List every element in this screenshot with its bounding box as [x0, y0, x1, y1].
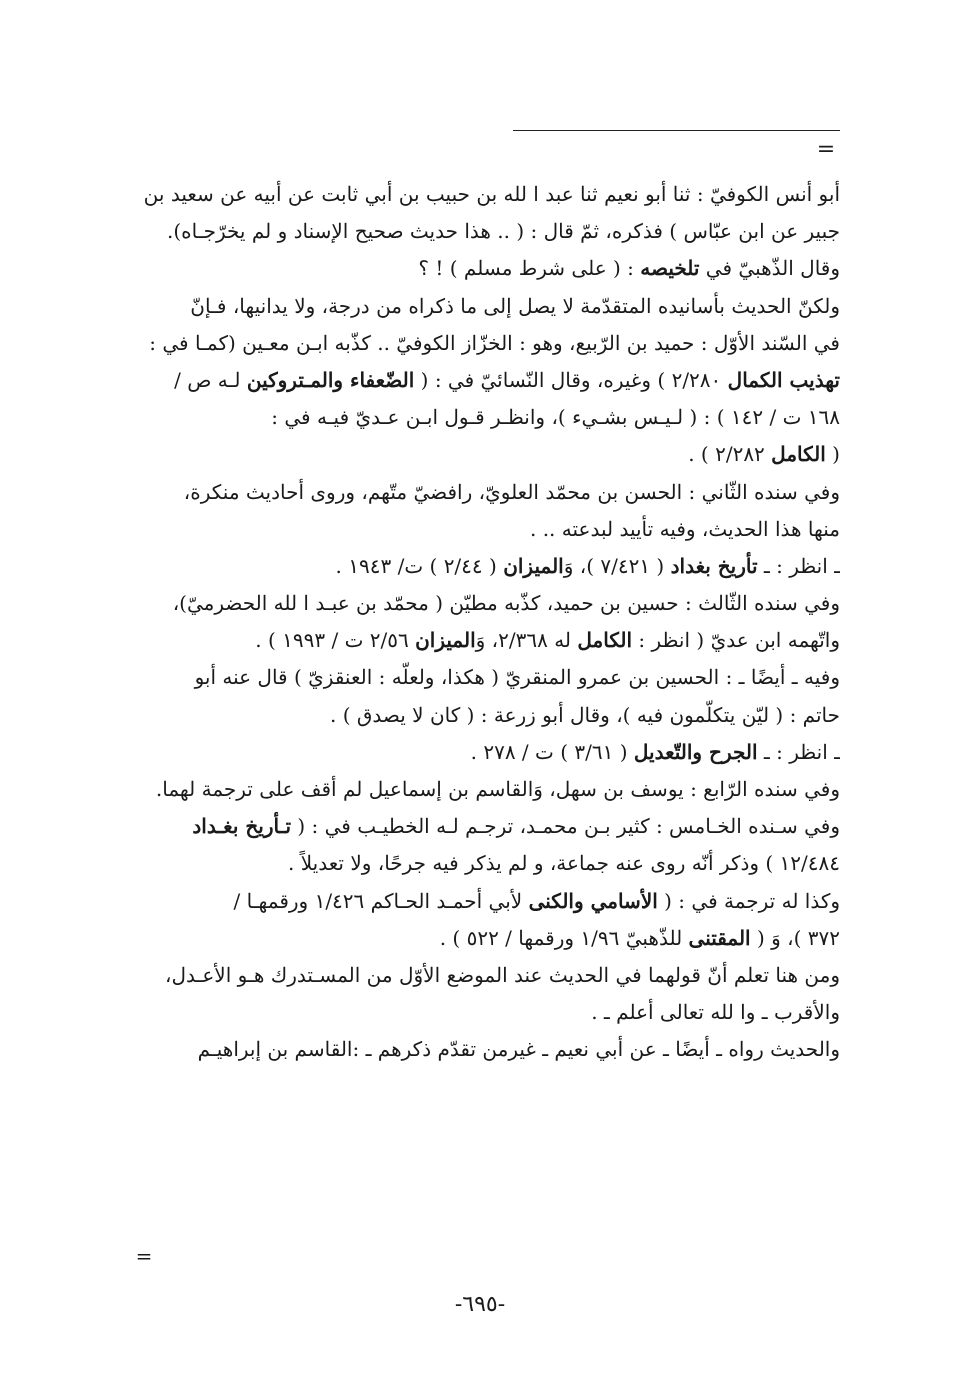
text-run: ١٢/٤٨٤ ) وذكر أنّه روى عنه جماعة، و لم يذكر فيه جرحًا، ولا تعديلاً . [288, 851, 840, 876]
text-line [128, 883, 840, 920]
text-line [128, 771, 840, 808]
text-run: له ٢/٣٦٨، وَ [475, 628, 578, 653]
text-line [128, 250, 840, 287]
text-line [128, 957, 840, 994]
text-run: ٢/٢٨٠ ) وغيره، وقال النّسائيّ في : ( [414, 367, 728, 392]
text-run: حاتم : ( ليّن يتكلّمون فيه )، وقال أبو زرعة : ( كان لا يصدق ) . [330, 702, 840, 727]
text-run: لأبي أحمـد الحـاكم ١/٤٢٦ ورقمهـا / [233, 888, 529, 913]
text-run: ( ٢/٤٤ ) ت/ ١٩٤٣ . [335, 553, 504, 578]
text-run: وفي سنده الثّالث : حسين بن حميد، كذّبه مطيّن ( محمّد بن عبـد ا لله الحضرميّ)، [172, 591, 840, 616]
footnote-separator-rule [513, 130, 840, 131]
text-line [128, 362, 840, 399]
bold-reference: الأسامي والكنى [528, 888, 658, 913]
text-line [128, 920, 840, 957]
text-line [128, 325, 840, 362]
text-run: وكذا له ترجمة في : ( [657, 888, 840, 913]
text-run: وفي سنده الثّاني : الحسن بن محمّد العلويّ، رافضيّ متّهم، وروى أحاديث منكرة، [183, 479, 840, 504]
text-run: ٢/٥٦ ت / ١٩٩٣ ) . [255, 628, 416, 653]
text-line [128, 845, 840, 882]
text-run: لـه ص / [174, 367, 247, 392]
text-line [128, 399, 840, 436]
bold-reference: تـأريخ بغـداد [192, 814, 292, 839]
text-run: وقال الذّهبيّ في [699, 256, 840, 281]
text-line [128, 213, 840, 250]
bold-reference: الجرح والتّعديل [633, 739, 758, 764]
text-run: وفي سنده الرّابع : يوسف بن سهل، وَالقاسم بن إسماعيل لم أقف على ترجمة لهما. [155, 777, 840, 801]
text-run: جبير عن ابن عبّاس ) فذكره، ثمّ قال : ( .. هذا حديث صحيح الإسناد و لم يخرّجـاه). [167, 219, 840, 244]
page-number: -٦٩٥- [454, 1292, 506, 1317]
bold-reference: المقتنى [688, 925, 751, 950]
text-run: ـ انظر : ـ [757, 739, 840, 764]
text-run: في السّند الأوّل : حميد بن الرّبيع، وهو : الخزّاز الكوفيّ .. كذّبه ابـن معـين (كمـا في : [149, 330, 840, 355]
text-run: ( [825, 442, 840, 467]
bold-reference: تهذيب الكمال [727, 367, 840, 392]
text-line [128, 659, 840, 696]
text-run: وفيه ـ أيضًا ـ : الحسين بن عمرو المنقريّ ( هكذا، ولعلّه : العنقزيّ ) قال عنه أبو [194, 665, 840, 690]
footnote-body [128, 176, 840, 1069]
text-line [128, 176, 840, 213]
text-run: أبو أنس الكوفيّ : ثنا أبو نعيم ثنا عبد ا لله بن حبيب بن أبي ثابت عن أبيه عن سعيد بن [143, 182, 840, 206]
text-line [128, 808, 840, 845]
text-line [128, 288, 840, 325]
text-run: للذّهبيّ ١/٩٦ ورقمها / ٥٢٢ ) . [439, 925, 689, 950]
text-run: والأقرب ـ وا لله تعالى أعلم ـ . [591, 1000, 840, 1025]
text-line [128, 474, 840, 511]
text-line [128, 734, 840, 771]
text-line [128, 697, 840, 734]
text-line [128, 436, 840, 473]
bold-reference: تأريخ بغداد [670, 553, 758, 578]
bold-reference: تلخيصه [640, 256, 700, 281]
text-run: وفي سـنده الخـامس : كثير بـن محمـد، ترجـم لـه الخطيـب في : ( [291, 814, 840, 839]
bold-reference: الضّعفاء والمـتروكين [246, 367, 415, 392]
text-run: واتّهمه ابن عديّ ( انظر : [632, 628, 840, 653]
text-run: ١٦٨ ت / ١٤٢ ) : ( لـيـس بشـيء )، وانظـر قـول ابـن عـديّ فيـه في : [271, 405, 840, 430]
text-run: ٢/٢٨٢ ) . [688, 442, 772, 467]
text-line [128, 548, 840, 585]
text-line [128, 1031, 840, 1068]
text-line [128, 994, 840, 1031]
continuation-mark-top: = [816, 137, 836, 162]
bold-reference: الكامل [577, 628, 633, 653]
bold-reference: الكامل [771, 442, 826, 467]
bold-reference: الميزان [415, 628, 476, 653]
text-run: ( ٧/٤٢١ )، وَ [563, 553, 671, 578]
bold-reference: الميزان [503, 553, 564, 578]
text-run: ( ٣/٦١ ) ت / ٢٧٨ . [470, 739, 634, 764]
text-run: والحديث رواه ـ أيضًا ـ عن أبي نعيم ـ غيرمن تقدّم ذكرهم ـ :القاسم بن إبراهيـم [197, 1037, 840, 1062]
text-line [128, 511, 840, 548]
text-line [128, 585, 840, 622]
text-run: ـ انظر : ـ [757, 553, 840, 578]
text-line [128, 622, 840, 659]
text-run: ولكنّ الحديث بأسانيده المتقدّمة لا يصل إلى ما ذكراه من درجة، ولا يدانيها، فـإنّ [190, 293, 840, 318]
text-run: ومن هنا تعلم أنّ قولهما في الحديث عند الموضع الأوّل من المسـتدرك هـو الأعـدل، [165, 962, 840, 987]
text-run: : ( على شرط مسلم ) ! ؟ [418, 256, 641, 281]
text-run: ٣٧٢ )، وَ ( [750, 925, 840, 950]
text-run: منها هذا الحديث، وفيه تأييد لبدعته .. . [529, 516, 840, 541]
continuation-mark-bottom: = [135, 1244, 153, 1268]
